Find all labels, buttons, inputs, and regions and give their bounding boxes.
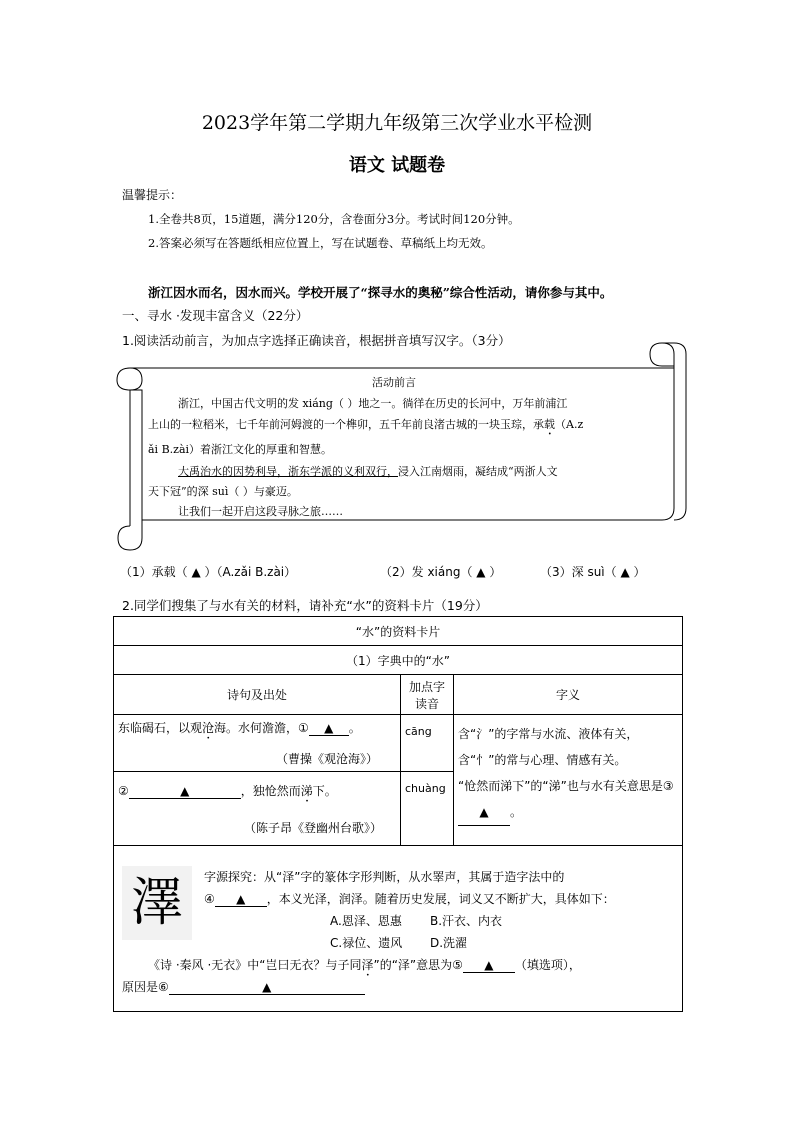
row1-poem-b: 海。水何澹澹，①: [214, 721, 309, 735]
row1-poem-a: 东临碣石，以观: [118, 721, 203, 735]
card-title: “水”的资料卡片: [114, 617, 683, 646]
row1-end: 。: [348, 721, 361, 735]
data-card-table: [113, 616, 683, 1012]
blank-5[interactable]: ▲: [463, 958, 515, 973]
row2-pre: ②: [118, 783, 129, 798]
sub-question-2: （2）发 xiáng（ ▲ ）: [380, 565, 502, 579]
scroll-heading: 活动前言: [372, 376, 416, 389]
header-meaning: 字义: [454, 675, 683, 715]
tip-item-2: 2.答案必须写在答题纸相应位置上，写在试题卷、草稿纸上均无效。: [148, 236, 493, 250]
option-b: B.汗衣、内衣: [430, 914, 503, 928]
scroll-line-4: [178, 463, 558, 479]
row1-pinyin: cāng: [401, 715, 454, 772]
dotted-char-ze: 泽: [361, 958, 374, 972]
option-a: A.恩泽、恩惠: [330, 914, 402, 928]
scroll-line-6: 让我们一起开启这段寻脉之旅……: [178, 505, 343, 518]
ety5-pre: 原因是⑥: [122, 980, 169, 994]
activity-intro: 浙江因水而名，因水而兴。学校开展了“探寻水的奥秘”综合性活动，请你参与其中。: [148, 285, 613, 300]
row2-pinyin: chuàng: [401, 772, 454, 846]
row1-poem: [114, 715, 401, 772]
etymology-line-2: [204, 890, 615, 907]
row2-poem-a: ，独怆然而: [240, 783, 301, 798]
blank-2[interactable]: ▲: [129, 784, 241, 799]
tip-item-1: 1.全卷共8页，15道题，满分120分，含卷面分3分。考试时间120分钟。: [148, 212, 520, 226]
row2-source: （陈子昂《登幽州台歌》）: [243, 820, 382, 835]
meaning-1: 含“氵”的字常与水流、液体有关，含“忄”的常与心理、情感有关。: [458, 727, 639, 767]
ety4-b: ”的“泽”意思为⑤: [373, 958, 463, 972]
meaning-2-end: 。: [510, 805, 523, 819]
page-subtitle: 语文 试题卷: [348, 155, 446, 176]
scroll-line-1: 浙江，中国古代文明的发 xiáng（ ）地之一。徜徉在历史的长河中，万年前浦江: [178, 397, 568, 410]
row2-poem: [114, 772, 401, 846]
ety4-end: （填选项），: [514, 958, 581, 972]
meaning-2: “怆然而涕下”的“涕”也与水有关意思是③: [458, 779, 674, 793]
blank-4[interactable]: ▲: [215, 892, 267, 907]
dotted-char-ti: 涕: [300, 783, 313, 798]
ety2-post: ，本义光泽，润泽。随着历史发展，词义又不断扩大，具体如下：: [266, 892, 615, 906]
header-pinyin: 加点字读音: [401, 675, 454, 715]
scroll-line-4-underlined: 大禹治水的因势利导，浙东学派的义利双行，: [178, 465, 398, 478]
meaning-cell: [454, 715, 683, 846]
scroll-line-3: ǎi B.zài）着浙江文化的厚重和智慧。: [148, 443, 333, 456]
option-c: C.禄位、遗风: [330, 936, 403, 950]
blank-6[interactable]: ▲: [169, 980, 365, 995]
sub-question-3: （3）深 suì（ ▲ ）: [540, 565, 646, 579]
row1-source: （曹操《观沧海》）: [275, 752, 378, 766]
scroll-line-2: [148, 416, 583, 438]
etymology-cell: [114, 846, 683, 1012]
dotted-char-zai: 载: [544, 418, 555, 431]
scroll-line-2-a: 上山的一粒稻米，七千年前河姆渡的一个榫卯，五千年前良渚古城的一块玉琮，承: [148, 418, 544, 431]
card-part1-title: （1）字典中的“水”: [114, 646, 683, 675]
etymology-line-1: 字源探究：从“泽”字的篆体字形判断，从水睪声，其属于造字法中的: [204, 870, 565, 884]
ety4-a: 《诗 ·秦风 ·无衣》中“岂曰无衣？与子同: [148, 958, 362, 972]
header-poem: 诗句及出处: [114, 675, 401, 715]
etymology-line-4: [148, 956, 581, 979]
seal-script-image: 澤: [122, 866, 192, 940]
sub-question-1: （1）承载（ ▲ ）（A.zǎi B.zài）: [120, 565, 297, 579]
ety2-pre: ④: [204, 892, 215, 906]
question-2-prompt: 2.同学们搜集了与水有关的材料，请补充“水”的资料卡片（19分）: [122, 598, 488, 613]
question-1-prompt: 1.阅读活动前言，为加点字选择正确读音，根据拼音填写汉字。（3分）: [122, 333, 511, 348]
scroll-line-5: 天下冠”的深 suì（ ）与豪迈。: [148, 485, 298, 498]
dotted-char-cang: 沧: [202, 721, 215, 735]
scroll-line-4-b: 浸入江南烟雨，凝结成“两浙人文: [398, 465, 558, 478]
tips-heading: 温馨提示：: [122, 188, 183, 202]
option-d: D.洗濯: [430, 936, 468, 950]
row2-poem-b: 下。: [312, 783, 337, 798]
section-heading: 一、寻水 ·发现丰富含义（22分）: [122, 308, 309, 323]
blank-1[interactable]: ▲: [309, 721, 349, 736]
blank-3[interactable]: ▲: [458, 799, 510, 826]
etymology-line-5: [122, 978, 365, 995]
scroll-line-2-b: （A.z: [555, 418, 584, 431]
page-title: 2023学年第二学期九年级第三次学业水平检测: [201, 112, 593, 134]
